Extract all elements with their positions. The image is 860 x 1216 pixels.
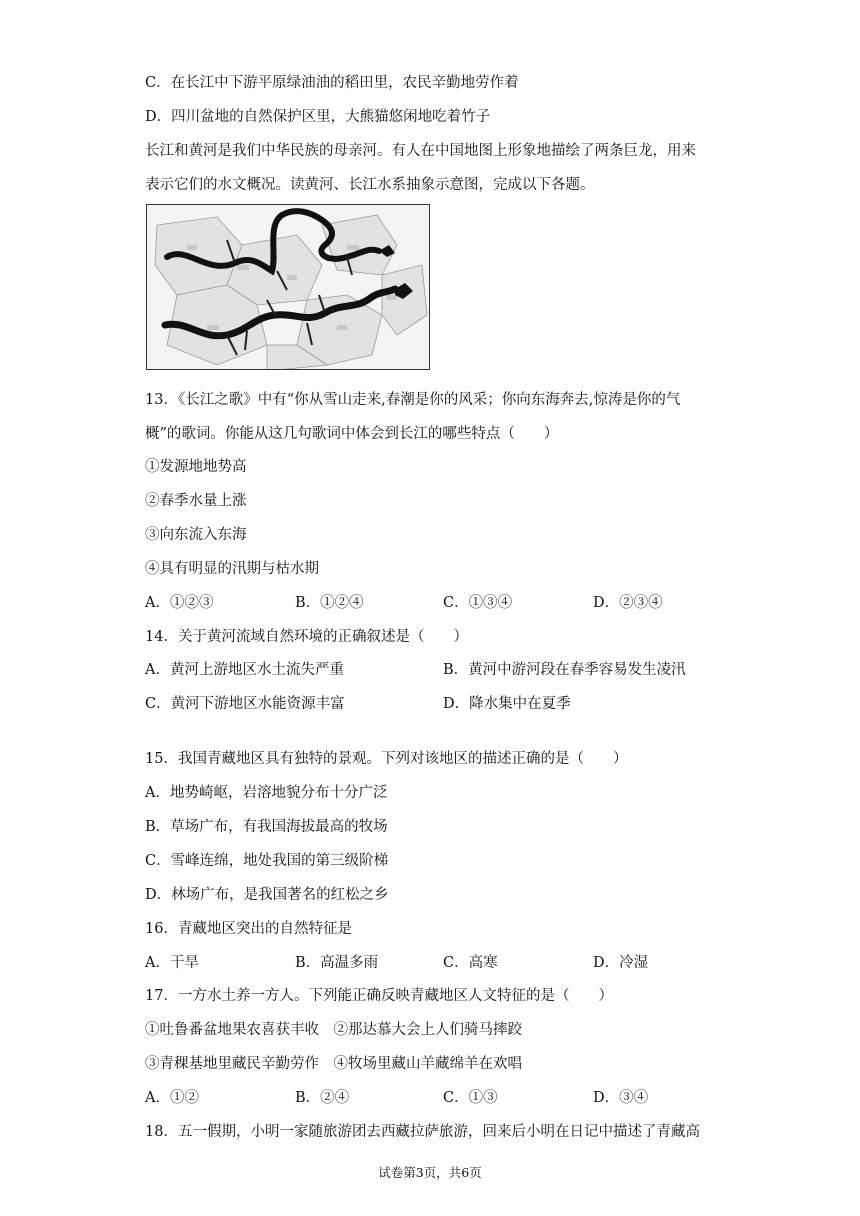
option-d-prev: D．四川盆地的自然保护区里，大熊猫悠闲地吃着竹子 [145,109,491,125]
intro-line-2: 表示它们的水文概况。读黄河、长江水系抽象示意图，完成以下各题。 [145,177,595,193]
river-system-map [146,204,430,370]
q16-option-b[interactable]: B．高温多雨 [295,955,379,971]
q14-option-a[interactable]: A．黄河上游地区水土流失严重 [145,662,344,678]
q15-option-b[interactable]: B．草场广布，有我国海拔最高的牧场 [145,819,388,835]
q16-stem: 16．青藏地区突出的自然特征是 [145,921,352,937]
q15-stem: 15．我国青藏地区具有独特的景观。下列对该地区的描述正确的是（ ） [145,751,628,767]
q18-stem-line-1: 18．五一假期，小明一家随旅游团去西藏拉萨旅游，回来后小明在日记中描述了青藏高 [145,1124,700,1140]
intro-line-1: 长江和黄河是我们中华民族的母亲河。有人在中国地图上形象地描绘了两条巨龙，用来 [145,143,696,159]
river-map-drawing [147,205,430,370]
q17-option-c[interactable]: C．①③ [443,1090,498,1106]
q13-option-d[interactable]: D．②③④ [593,595,663,611]
q17-stem: 17．一方水土养一方人。下列能正确反映青藏地区人文特征的是（ ） [145,988,613,1004]
q16-option-a[interactable]: A．干旱 [145,955,199,971]
option-c-prev: C．在长江中下游平原绿油油的稻田里，农民辛勤地劳作着 [145,75,519,91]
q17-option-a[interactable]: A．①② [145,1090,199,1106]
q14-stem: 14．关于黄河流域自然环境的正确叙述是（ ） [145,629,468,645]
q14-option-d[interactable]: D．降水集中在夏季 [443,696,571,712]
q17-option-b[interactable]: B．②④ [295,1090,350,1106]
q16-option-c[interactable]: C．高寒 [443,955,498,971]
q15-option-d[interactable]: D．林场广布，是我国著名的红松之乡 [145,887,389,903]
q17-option-d[interactable]: D．③④ [593,1090,649,1106]
q15-option-c[interactable]: C．雪峰连绵，地处我国的第三级阶梯 [145,853,389,869]
q15-option-a[interactable]: A．地势崎岖，岩溶地貌分布十分广泛 [145,785,388,801]
q13-item-1: ①发源地地势高 [145,459,247,475]
q13-stem-line-1: 13．《长江之歌》中有“你从雪山走来,春潮是你的风采；你向东海奔去,惊涛是你的气 [145,392,681,408]
q13-option-c[interactable]: C．①③④ [443,595,513,611]
q13-option-a[interactable]: A．①②③ [145,595,214,611]
q13-option-b[interactable]: B．①②④ [295,595,364,611]
q14-option-b[interactable]: B．黄河中游河段在春季容易发生凌汛 [443,662,686,678]
q13-item-3: ③向东流入东海 [145,527,247,543]
q16-option-d[interactable]: D．冷湿 [593,955,649,971]
q13-stem-line-2: 概”的歌词。你能从这几句歌词中体会到长江的哪些特点（ ） [145,426,559,442]
q14-option-c[interactable]: C．黄河下游地区水能资源丰富 [145,696,345,712]
q17-items-row-2: ③青稞基地里藏民辛勤劳作 ④牧场里藏山羊藏绵羊在欢唱 [145,1056,522,1072]
q13-item-4: ④具有明显的汛期与枯水期 [145,561,319,577]
page-footer: 试卷第3页，共6页 [378,1165,482,1180]
q13-item-2: ②春季水量上涨 [145,493,247,509]
q17-items-row-1: ①吐鲁番盆地果农喜获丰收 ②那达慕大会上人们骑马摔跤 [145,1022,522,1038]
